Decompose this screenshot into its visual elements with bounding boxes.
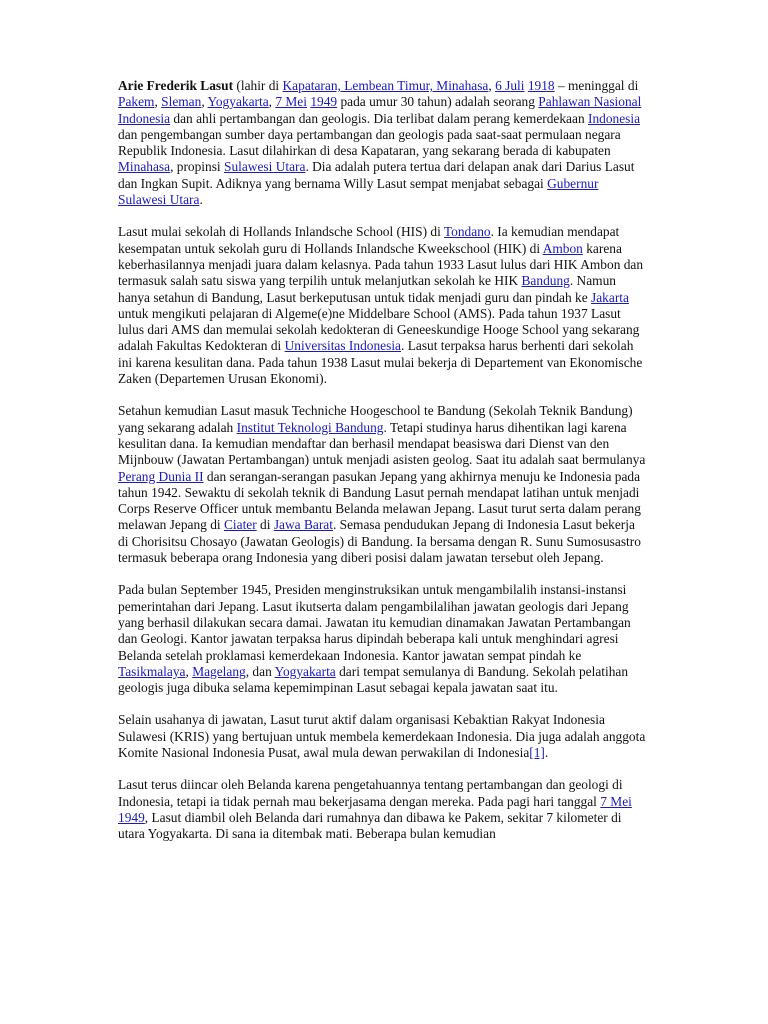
text-run: . Tetapi studinya harus dihentikan lagi karena kesulitan dana. Ia kemudian mendaftar dan berhasil mendapat beasiswa dari Dienst van den Mijnbouw (Jawatan Pertambangan) untuk menjadi asisten geolog. Saat itu adalah saat bermulanya [118, 419, 646, 468]
text-run: di [256, 517, 274, 533]
text-run: , [488, 78, 496, 93]
wiki-link[interactable]: Institut Teknologi Bandung [236, 419, 384, 435]
document-page [118, 78, 648, 858]
text-run: , [154, 94, 162, 110]
wiki-link[interactable]: Perang Dunia II [118, 468, 204, 484]
wiki-link[interactable]: Tondano [443, 224, 491, 240]
text-run: – meninggal di [554, 78, 639, 93]
article-subject-bold: Arie Frederik Lasut [118, 78, 234, 93]
wiki-link[interactable]: Pakem [118, 94, 155, 110]
text-run: Pada bulan September 1945, Presiden menginstruksikan untuk mengambilalih instansi-instansi pemerintahan dari Jepang. Lasut ikutserta dalam pengambilalihan jawatan geologis dari Jepang yang berhasil dilakukan secara damai. Jawatan itu kemudian dinamakan Jawatan Pertambangan dan Geologi. Kantor jawatan terpaksa harus dipindah beberapa kali untuk menghindari agresi Belanda setelah proklamasi kemerdekaan Indonesia. Kantor jawatan sempat pindah ke [118, 582, 631, 663]
text-run: Setahun kemudian Lasut masuk Techniche Hoogeschool te Bandung (Sekolah Teknik Bandung) yang sekarang adalah [118, 403, 633, 435]
wiki-link[interactable]: 1918 [527, 78, 555, 93]
paragraph-5 [118, 712, 648, 761]
wiki-link[interactable]: Jakarta [591, 289, 629, 305]
paragraph-1 [118, 78, 648, 208]
wiki-link[interactable]: Ambon [542, 240, 583, 256]
wiki-link[interactable]: Kapataran, Lembean Timur, Minahasa [282, 78, 489, 93]
wiki-link[interactable]: Jawa Barat [273, 517, 333, 533]
wiki-link[interactable]: Ciater [223, 517, 257, 533]
wiki-link[interactable]: Indonesia [587, 110, 641, 126]
wiki-link[interactable]: Yogyakarta [274, 663, 336, 679]
wiki-link[interactable]: Pahlawan Nasional Indonesia [118, 94, 642, 126]
text-run: Selain usahanya di jawatan, Lasut turut aktif dalam organisasi Kebaktian Rakyat Indonesia Sulawesi (KRIS) yang bertujuan untuk membela kemerdekaan Indonesia. Dia juga adalah anggota Komite Nasional Indonesia Pusat, awal mula dewan perwakilan di Indonesia [118, 712, 646, 760]
wiki-link[interactable]: 7 Mei [600, 793, 632, 809]
wiki-link[interactable]: Universitas Indonesia [284, 338, 401, 354]
text-run: . [544, 744, 549, 760]
text-run: . Ia kemudian mendapat kesempatan untuk sekolah guru di Hollands Inlandsche Kweekschool (HIK) di [118, 224, 620, 256]
wiki-link[interactable]: Sleman [161, 94, 202, 110]
text-run: . [199, 192, 203, 208]
paragraph-2 [118, 224, 648, 387]
wiki-link[interactable]: 1949 [118, 809, 145, 825]
text-run: untuk mengikuti pelajaran di Algeme(e)ne Middelbare School (AMS). Pada tahun 1937 Lasut lulus dari AMS dan memulai sekolah kedokteran di Geneeskundige Hooge School yang sekarang adalah Fakultas Kedokteran di [118, 305, 640, 354]
text-run: (lahir di [233, 78, 283, 93]
wiki-link[interactable]: Sulawesi Utara [224, 159, 306, 175]
text-run: Lasut terus diincar oleh Belanda karena pengetahuannya tentang pertambangan dan geologi di Indonesia, tetapi ia tidak pernah mau bekerjasama dengan mereka. Pada pagi hari tanggal [118, 777, 623, 809]
text-run: . Dia adalah putera tertua dari delapan anak dari Darius Lasut dan Ingkan Supit. Adiknya yang bernama Willy Lasut sempat menjabat sebagai [118, 159, 635, 191]
text-run: , propinsi [170, 159, 224, 175]
paragraph-6 [118, 777, 648, 842]
text-run: pada umur 30 tahun) adalah seorang [337, 94, 539, 110]
wiki-link[interactable]: 1949 [310, 94, 338, 110]
wiki-link[interactable]: 7 Mei [275, 94, 307, 110]
text-run: . Namun hanya setahun di Bandung, Lasut berkeputusan untuk tidak menjadi guru dan pindah ke [118, 273, 616, 305]
text-run: , dan [245, 663, 275, 679]
wiki-link[interactable]: 6 Juli [495, 78, 525, 93]
text-run: dan serangan-serangan pasukan Jepang yang akhirnya menuju ke Indonesia pada tahun 1942. Sewaktu di sekolah teknik di Bandung Lasut pernah mendapat latihan untuk menjadi Corps Reserve Officer untuk membantu Belanda melawan Jepang. Lasut turut serta dalam perang melawan Jepang di [118, 468, 641, 533]
text-run: dari tempat semulanya di Bandung. Sekolah pelatihan geologis juga dibuka selama kepemimpinan Lasut sebagai kepala jawatan saat itu. [118, 663, 629, 696]
wiki-link[interactable]: Magelang [192, 663, 246, 679]
text-run: , Lasut diambil oleh Belanda dari rumahnya dan dibawa ke Pakem, sekitar 7 kilometer di utara Yogyakarta. Di sana ia ditembak mati. Beberapa bulan kemudian [118, 809, 622, 842]
paragraph-3 [118, 403, 648, 566]
text-run: . Semasa pendudukan Jepang di Indonesia Lasut bekerja di Chorisitsu Chosayo (Jawatan Geologis) di Bandung. Ia bersama dengan R. Sunu Sumosusastro termasuk beberapa orang Indonesia yang diberi posisi dalam jawatan tersebut oleh Jepang. [118, 517, 641, 566]
wiki-link[interactable]: [1] [529, 744, 545, 760]
wiki-link[interactable]: Gubernur Sulawesi Utara [118, 175, 599, 208]
wiki-link[interactable]: Yogyakarta [207, 94, 269, 110]
paragraph-4 [118, 582, 648, 696]
text-run: dan ahli pertambangan dan geologis. Dia terlibat dalam perang kemerdekaan [170, 110, 588, 126]
text-run: dan pengembangan sumber daya pertambangan dan geologis pada saat-saat permulaan negara Republik Indonesia. Lasut dilahirkan di desa Kapataran, yang sekarang berada di kabupaten [118, 126, 621, 159]
wiki-link[interactable]: Tasikmalaya [118, 663, 186, 679]
text-run: , [201, 94, 208, 110]
text-run: karena keberhasilannya menjadi juara dalam kelasnya. Pada tahun 1933 Lasut lulus dari HIK Ambon dan termasuk salah satu siswa yang terpilih untuk melanjutkan sekolah ke HIK [118, 240, 644, 289]
text-run: . Lasut terpaksa harus berhenti dari sekolah ini karena kesulitan dana. Pada tahun 1938 Lasut mulai bekerja di Departement van Ekonomische Zaken (Departemen Urusan Ekonomi). [118, 338, 643, 387]
text-run: , [268, 94, 276, 110]
wiki-link[interactable]: Minahasa [118, 159, 171, 175]
text-run: , [185, 663, 193, 679]
text-run: Lasut mulai sekolah di Hollands Inlandsche School (HIS) di [118, 224, 444, 240]
wiki-link[interactable]: Bandung [521, 273, 570, 289]
